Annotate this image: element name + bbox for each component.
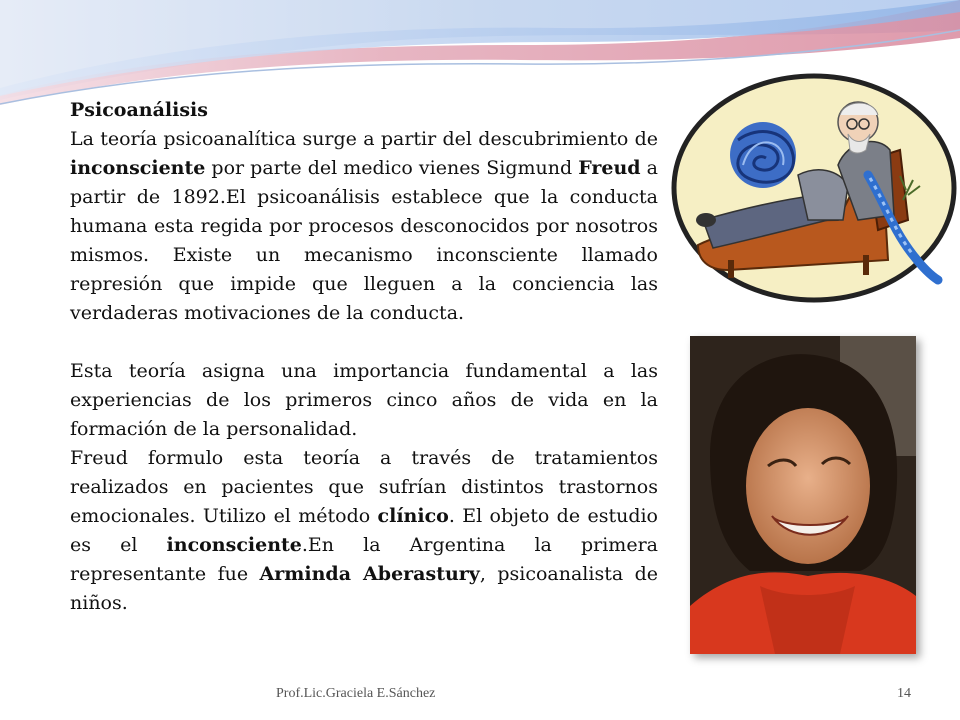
text-run: Freud formulo esta teoría a través de tratamientos realizados en pacientes que sufrían distintos trastornos emocionales. Utilizo el método (70, 447, 658, 527)
text-run: . El objeto de estudio es el (70, 505, 658, 556)
bold-term: inconsciente (70, 157, 206, 179)
text-run: a partir de 1892.El psicoanálisis establece que la conducta humana esta regida por procesos desconocidos por nosotros mismos. Existe un mecanismo inconsciente llamado represión que impide que lleguen a la conciencia las verdaderas motivaciones de la conducta. (70, 157, 658, 324)
bold-term: clínico (377, 505, 449, 527)
bold-term: inconsciente (166, 534, 302, 556)
psychoanalyst-cartoon-image (668, 70, 960, 306)
woman-portrait-photo (690, 336, 916, 654)
paragraph-method (70, 444, 658, 618)
section-heading: Psicoanálisis (70, 99, 208, 121)
footer-author: Prof.Lic.Graciela E.Sánchez (276, 686, 436, 701)
text-run: La teoría psicoanalítica surge a partir del descubrimiento de (70, 128, 658, 150)
bold-term: Freud (578, 157, 641, 179)
text-run: , psicoanalista de niños. (70, 563, 659, 614)
bold-term: Arminda Aberastury (259, 563, 480, 585)
paragraph-intro (70, 125, 658, 328)
paragraph-early-years (70, 357, 658, 444)
main-text-block (70, 96, 658, 618)
text-run: por parte del medico vienes Sigmund (205, 157, 579, 179)
paragraph-spacer (70, 328, 658, 357)
text-run: Esta teoría asigna una importancia fundamental a las experiencias de los primeros cinco años de vida en la formación de la personalidad. (70, 360, 658, 440)
slide-number: 14 (897, 686, 911, 701)
text-run: .En la Argentina la primera representante fue (70, 534, 658, 585)
